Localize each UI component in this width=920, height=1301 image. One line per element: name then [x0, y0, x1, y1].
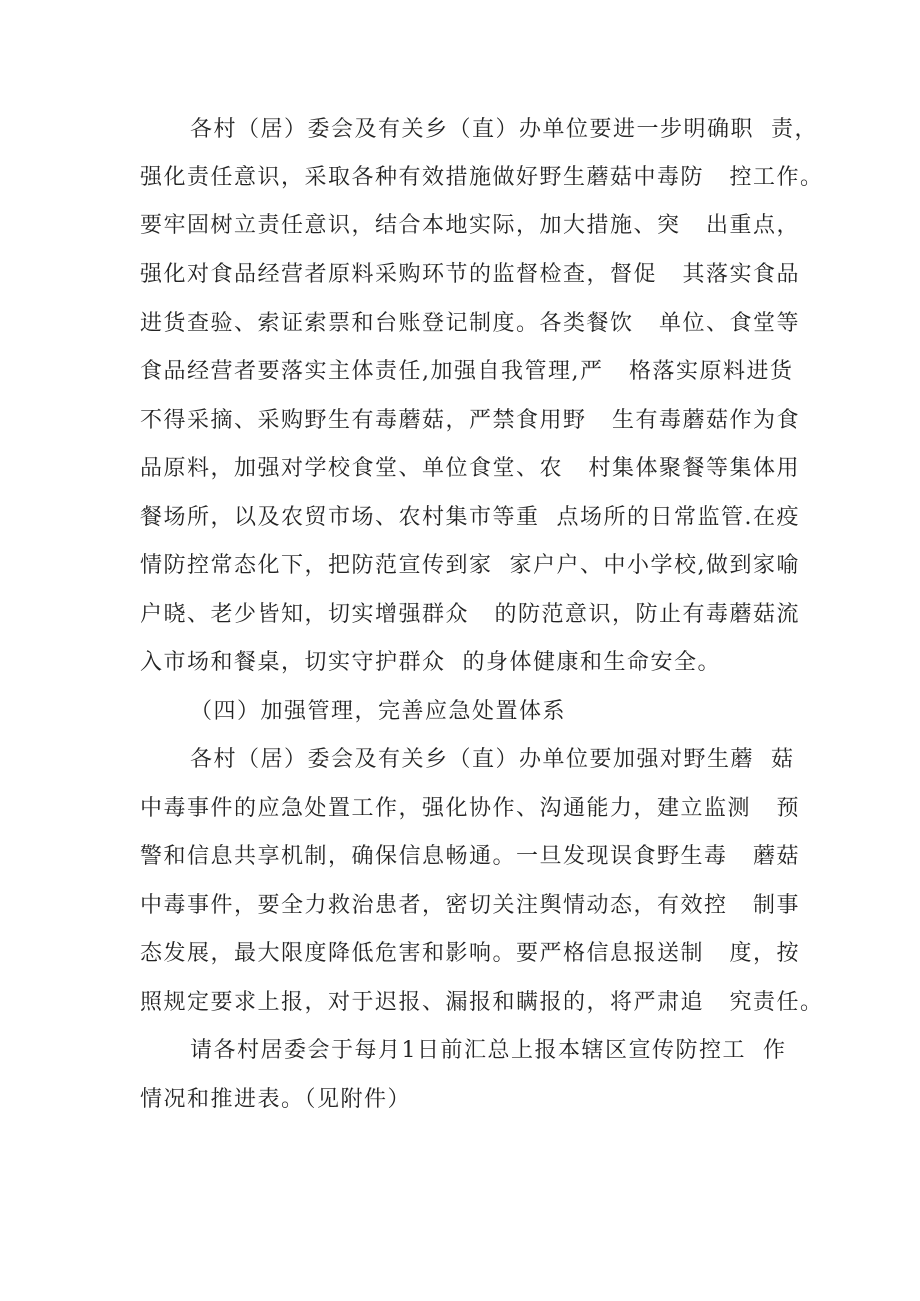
paragraph-1-line-1: 各村（居）委会及有关乡（直）办单位要进一步明确职 责，	[190, 117, 818, 142]
paragraph-1-line-2: 强化责任意识，采取各种有效措施做好野生蘑菇中毒防 控工作。	[140, 165, 824, 190]
paragraph-3-line-1: 请各村居委会于每月1日前汇总上报本辖区宣传防控工 作	[190, 1038, 787, 1063]
paragraph-3-line-2: 情况和推进表。（见附件）	[140, 1087, 412, 1112]
paragraph-1-line-4: 强化对食品经营者原料采购环节的监督检查，督促 其落实食品	[140, 262, 800, 287]
paragraph-1-line-12: 入市场和餐桌，切实守护群众 的身体健康和生命安全。	[140, 650, 721, 675]
paragraph-2-line-3: 警和信息共享机制，确保信息畅通。一旦发现误食野生毒 蘑菇	[140, 844, 800, 869]
paragraph-1-line-6: 食品经营者要落实主体责任,加强自我管理,严 格落实原料进货	[140, 359, 794, 384]
paragraph-1-line-7: 不得采摘、采购野生有毒蘑菇，严禁食用野 生有毒蘑菇作为食	[140, 408, 800, 433]
paragraph-1-line-8: 品原料，加强对学校食堂、单位食堂、农 村集体聚餐等集体用	[140, 456, 800, 481]
paragraph-1-line-9: 餐场所，以及农贸市场、农村集市等重 点场所的日常监管.在疫	[140, 505, 800, 530]
paragraph-2-line-2: 中毒事件的应急处置工作，强化协作、沟通能力，建立监测 预	[140, 796, 800, 821]
paragraph-2-line-5: 态发展，最大限度降低危害和影响。要严格信息报送制 度，按	[140, 941, 800, 966]
paragraph-2-line-6: 照规定要求上报，对于迟报、漏报和瞒报的，将严肃追 究责任。	[140, 990, 824, 1015]
paragraph-2-line-1: 各村（居）委会及有关乡（直）办单位要加强对野生蘑 菇	[190, 747, 795, 772]
paragraph-2-line-4: 中毒事件，要全力救治患者，密切关注舆情动态，有效控 制事	[140, 893, 800, 918]
paragraph-1-line-11: 户晓、老少皆知，切实增强群众 的防范意识，防止有毒蘑菇流	[140, 602, 800, 627]
paragraph-1-line-5: 进货查验、索证索票和台账登记制度。各类餐饮 单位、食堂等	[140, 311, 800, 336]
section-heading-4: （四）加强管理，完善应急处置体系	[190, 699, 567, 724]
paragraph-1-line-3: 要牢固树立责任意识，结合本地实际，加大措施、突 出重点，	[140, 213, 800, 238]
paragraph-1-line-10: 情防控常态化下，把防范宣传到家 家户户、中小学校,做到家喻	[140, 553, 800, 578]
